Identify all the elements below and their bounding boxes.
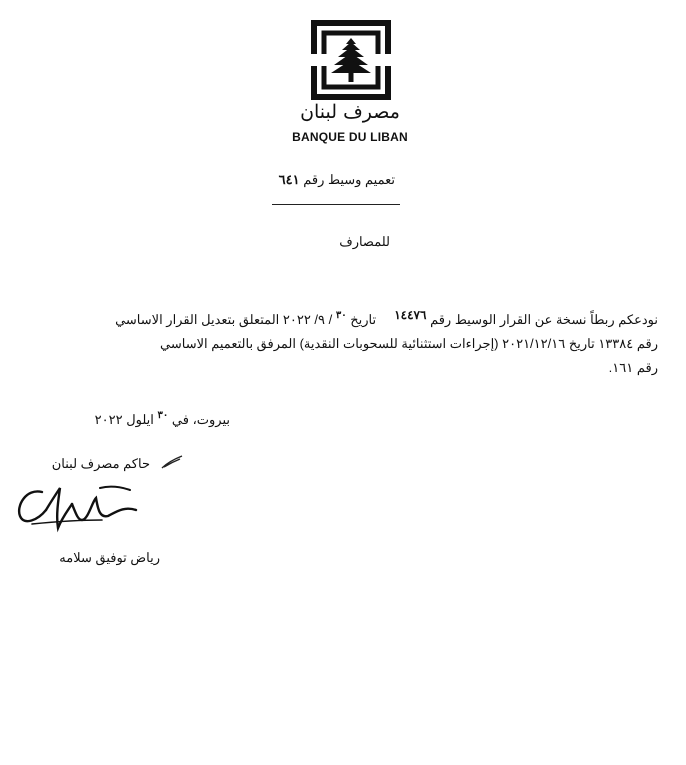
bank-name-french: BANQUE DU LIBAN: [292, 130, 408, 144]
body-date-label: تاريخ: [350, 312, 377, 327]
circular-title-label: تعميم وسيط رقم: [303, 172, 395, 187]
place-date: [40, 412, 230, 428]
body-line-1-rest: / ٩/ ٢٠٢٢ المتعلق بتعديل القرار الاساسي: [115, 312, 333, 327]
title-underline: [272, 204, 400, 205]
addressee: للمصارف: [339, 234, 390, 249]
initial-mark-icon: [160, 454, 184, 470]
place-label: بيروت، في: [171, 412, 230, 427]
closing-day: ٣٠: [157, 410, 169, 421]
circular-number: ٦٤١: [278, 172, 300, 187]
body-date-day: ٣٠: [335, 310, 347, 321]
cedar-tree-icon: [311, 20, 391, 100]
signer-name: رياض توفيق سلامه: [59, 550, 160, 565]
handwritten-signature: [12, 480, 147, 538]
body-line-1-intro: نودعكم ربطاً نسخة عن القرار الوسيط رقم: [430, 312, 658, 327]
body-line-1: [115, 308, 658, 328]
circular-title: [235, 172, 395, 188]
governor-title: حاكم مصرف لبنان: [51, 456, 150, 471]
body-line-2: رقم ١٣٣٨٤ تاريخ ٢٠٢١/١٢/١٦ (إجراءات استثنائية للسحوبات النقدية) المرفق بالتعميم الاساسي: [160, 336, 658, 351]
body-line-3: رقم ١٦١.: [608, 360, 658, 375]
decision-number: ١٤٤٧٦: [394, 308, 427, 322]
bank-name-arabic: مصرف لبنان: [300, 101, 400, 123]
closing-month-year: ايلول ٢٠٢٢: [94, 412, 154, 427]
